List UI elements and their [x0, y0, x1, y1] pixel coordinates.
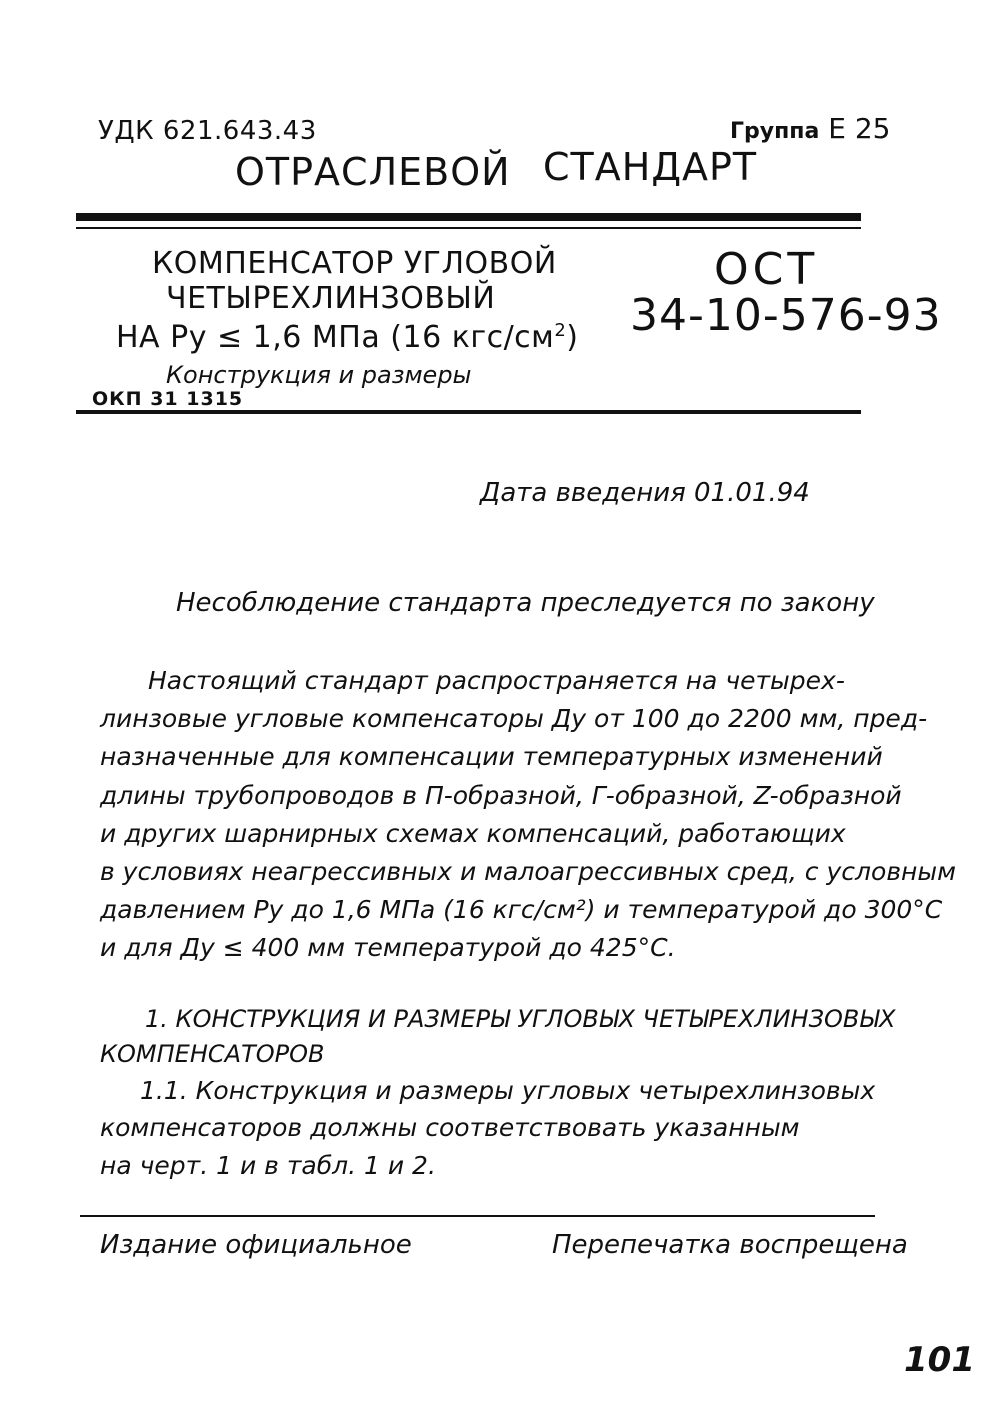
title-line-3 — [116, 320, 578, 355]
header-rule-thick — [76, 213, 861, 221]
body-line: Настоящий стандарт распространяется на четырех- — [148, 666, 845, 695]
clause-line: на черт. 1 и в табл. 1 и 2. — [100, 1151, 436, 1180]
body-line: и других шарнирных схемах компенсаций, работающих — [100, 819, 846, 848]
title-line-1: КОМПЕНСАТОР УГЛОВОЙ — [152, 246, 557, 281]
title-line-2: ЧЕТЫРЕХЛИНЗОВЫЙ — [166, 281, 496, 316]
body-line: назначенные для компенсации температурных изменений — [100, 742, 883, 771]
ost-label: ОСТ — [714, 244, 819, 295]
introduction-date: Дата введения 01.01.94 — [480, 478, 810, 508]
body-line: в условиях неагрессивных и малоагрессивных сред, с условным — [100, 857, 956, 886]
ost-number: 34-10-576-93 — [630, 290, 942, 341]
group-label: Группа — [730, 119, 820, 144]
group-code — [730, 112, 891, 145]
body-line: давлением Ру до 1,6 МПа (16 кгс/см²) и температурой до 300°С — [100, 895, 943, 924]
title-rule — [76, 410, 861, 414]
legal-warning: Несоблюдение стандарта преследуется по закону — [176, 588, 875, 618]
section-heading-line-2: КОМПЕНСАТОРОВ — [100, 1040, 325, 1068]
section-heading-line-1: 1. КОНСТРУКЦИЯ И РАЗМЕРЫ УГЛОВЫХ ЧЕТЫРЕХЛИНЗОВЫХ — [145, 1005, 896, 1033]
standard-type-left: ОТРАСЛЕВОЙ — [235, 150, 511, 194]
clause-line: компенсаторов должны соответствовать указанным — [100, 1113, 800, 1142]
standard-type-right: СТАНДАРТ — [543, 145, 758, 189]
body-line: и для Ду ≤ 400 мм температурой до 425°С. — [100, 933, 676, 962]
reprint-prohibited-note: Перепечатка воспрещена — [552, 1230, 908, 1260]
udk-code: УДК 621.643.43 — [98, 116, 317, 146]
title-line-3-sup: 2 — [554, 320, 567, 341]
clause-line: 1.1. Конструкция и размеры угловых четырехлинзовых — [140, 1076, 876, 1105]
official-edition-note: Издание официальное — [100, 1230, 412, 1260]
okp-code: ОКП 31 1315 — [92, 388, 244, 410]
title-line-3-main: НА Ру ≤ 1,6 МПа (16 кгс/см — [116, 320, 555, 355]
header-rule-thin — [76, 227, 861, 229]
group-value: Е 25 — [828, 112, 891, 145]
footer-rule — [80, 1215, 875, 1217]
body-line: длины трубопроводов в П-образной, Г-образной, Z-образной — [100, 781, 902, 810]
body-line: линзовые угловые компенсаторы Ду от 100 до 2200 мм, пред- — [100, 704, 928, 733]
page-number: 101 — [904, 1340, 975, 1380]
title-line-3-end: ) — [566, 320, 579, 355]
title-subtitle: Конструкция и размеры — [166, 361, 472, 389]
